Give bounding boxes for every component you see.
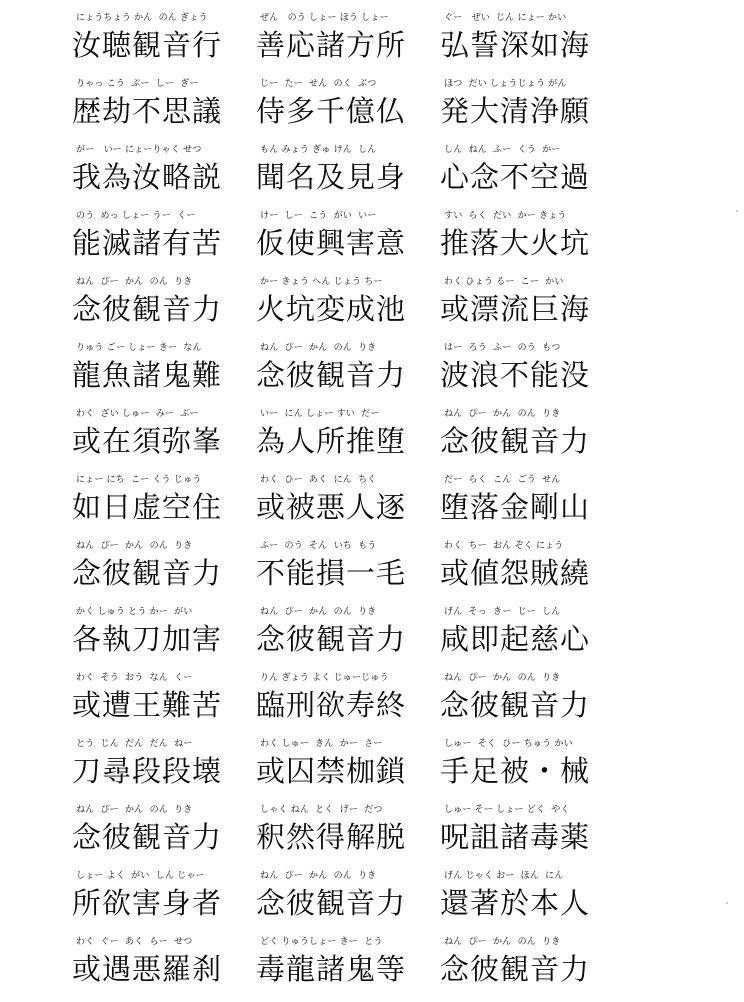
verse-text: 善応諸方所 — [256, 28, 407, 62]
furigana-reading: わく しゅー きん かー さー — [260, 739, 383, 749]
verse-phrase — [72, 144, 242, 210]
verse-phrase — [72, 540, 242, 606]
furigana-reading: ねん ぴー かん のん りき — [76, 541, 193, 551]
verse-text: 所欲害身者 — [72, 886, 223, 920]
verse-phrase — [72, 606, 242, 672]
verse-text: 心念不空過 — [440, 160, 591, 194]
verse-phrase — [256, 408, 426, 474]
verse-phrase — [256, 144, 426, 210]
verse-text: 龍魚諸鬼難 — [72, 358, 223, 392]
furigana-reading: しん ねん ふー くう かー — [444, 145, 561, 155]
verse-text: 念彼観音力 — [72, 556, 223, 590]
furigana-reading: しゅー そく ひー ちゅう かい — [444, 739, 573, 749]
furigana-reading: すい らく だい かー きょう — [444, 211, 567, 221]
verse-phrase — [440, 474, 610, 540]
verse-text: 我為汝略説 — [72, 160, 223, 194]
verse-phrase — [440, 672, 610, 738]
verse-text: 或遭王難苦 — [72, 688, 223, 722]
furigana-reading: ねん ぴー かん のん りき — [444, 673, 561, 683]
verse-text: 仮使興害意 — [256, 226, 407, 260]
verse-text: 能滅諸有苦 — [72, 226, 223, 260]
verse-text: 念彼観音力 — [440, 688, 591, 722]
verse-phrase — [72, 210, 242, 276]
verse-phrase — [256, 804, 426, 870]
furigana-reading: がー いー にょーりゃく せつ — [76, 145, 202, 155]
verse-row — [0, 936, 744, 1002]
verse-text: 或漂流巨海 — [440, 292, 591, 326]
furigana-reading: ぐー ぜい じん にょー かい — [444, 13, 567, 23]
verse-phrase — [256, 672, 426, 738]
furigana-reading: ねん ぴー かん のん りき — [444, 409, 561, 419]
furigana-reading: けー しー こう がい いー — [260, 211, 377, 221]
verse-text: 推落大火坑 — [440, 226, 591, 260]
verse-phrase — [72, 408, 242, 474]
verse-row — [0, 804, 744, 870]
verse-text: 念彼観音力 — [256, 358, 407, 392]
verse-text: 聞名及見身 — [256, 160, 407, 194]
verse-text: 念彼観音力 — [256, 622, 407, 656]
verse-text: 各執刀加害 — [72, 622, 223, 656]
verse-phrase — [256, 738, 426, 804]
verse-phrase — [440, 144, 610, 210]
furigana-reading: げん じゃく おー ほん にん — [444, 871, 564, 881]
furigana-reading: りん ぎょう よく じゅーじゅう — [260, 673, 389, 683]
scan-speck — [736, 210, 738, 212]
verse-text: 汝聴観音行 — [72, 28, 223, 62]
verse-text: 或囚禁枷鎖 — [256, 754, 407, 788]
furigana-reading: わく そう おう なん くー — [76, 673, 193, 683]
verse-row — [0, 276, 744, 342]
furigana-reading: りゅう ごー しょー きー なん — [76, 343, 202, 353]
verse-phrase — [440, 936, 610, 1002]
verse-phrase — [72, 276, 242, 342]
verse-phrase — [256, 276, 426, 342]
furigana-reading: かく しゅう とう かー がい — [76, 607, 193, 617]
furigana-reading: ねん ぴー かん のん りき — [76, 805, 193, 815]
verse-text: 念彼観音力 — [72, 292, 223, 326]
verse-phrase — [256, 606, 426, 672]
verse-phrase — [440, 78, 610, 144]
verse-phrase — [72, 342, 242, 408]
furigana-reading: にょー にち こー くう じゅう — [76, 475, 202, 485]
verse-text: 侍多千億仏 — [256, 94, 407, 128]
verse-phrase — [256, 540, 426, 606]
verse-text: 手足被・械 — [440, 754, 591, 788]
furigana-reading: じー たー せん のく ぶつ — [260, 79, 377, 89]
verse-row — [0, 738, 744, 804]
furigana-reading: にょうちょう かん のん ぎょう — [76, 13, 208, 23]
verse-phrase — [440, 276, 610, 342]
verse-row — [0, 606, 744, 672]
verse-phrase — [440, 408, 610, 474]
furigana-reading: ねん ぴー かん のん りき — [260, 607, 377, 617]
verse-phrase — [72, 870, 242, 936]
verse-row — [0, 672, 744, 738]
verse-phrase — [72, 474, 242, 540]
furigana-reading: どく りゅうしょー きー とう — [260, 937, 383, 947]
verse-phrase — [440, 12, 610, 78]
verse-text: 為人所推堕 — [256, 424, 407, 458]
verse-phrase — [440, 540, 610, 606]
furigana-reading: わく ぐー あく らー せつ — [76, 937, 193, 947]
furigana-reading: かー きょう へん じょう ちー — [260, 277, 383, 287]
verse-text: 釈然得解脱 — [256, 820, 407, 854]
furigana-reading: ねん ぴー かん のん りき — [260, 343, 377, 353]
furigana-reading: はー ろう ふー のう もつ — [444, 343, 561, 353]
furigana-reading: ねん ぴー かん のん りき — [76, 277, 193, 287]
verse-text: 弘誓深如海 — [440, 28, 591, 62]
verse-row — [0, 408, 744, 474]
furigana-reading: ぜん のう しょー ほう しょー — [260, 13, 389, 23]
verse-row — [0, 144, 744, 210]
verse-text: 発大清浄願 — [440, 94, 591, 128]
furigana-reading: とう じん だん だん ねー — [76, 739, 193, 749]
verse-phrase — [256, 474, 426, 540]
verse-phrase — [72, 78, 242, 144]
furigana-reading: わく ちー おん ぞく にょう — [444, 541, 564, 551]
verse-phrase — [72, 672, 242, 738]
verse-text: 臨刑欲寿終 — [256, 688, 407, 722]
furigana-reading: もん みょう ぎゅ けん しん — [260, 145, 377, 155]
verse-text: 念彼観音力 — [256, 886, 407, 920]
verse-text: 咸即起慈心 — [440, 622, 591, 656]
verse-phrase — [440, 804, 610, 870]
verse-phrase — [440, 342, 610, 408]
verse-text: 歴劫不思議 — [72, 94, 223, 128]
verse-row — [0, 342, 744, 408]
verse-phrase — [256, 12, 426, 78]
verse-text: 念彼観音力 — [72, 820, 223, 854]
verse-text: 念彼観音力 — [440, 952, 591, 986]
furigana-reading: ねん ぴー かん のん りき — [260, 871, 377, 881]
verse-row — [0, 210, 744, 276]
verse-text: 念彼観音力 — [440, 424, 591, 458]
verse-phrase — [72, 936, 242, 1002]
verse-row — [0, 870, 744, 936]
furigana-reading: げん そっ きー じー しん — [444, 607, 561, 617]
verse-phrase — [440, 210, 610, 276]
verse-text: 堕落金剛山 — [440, 490, 591, 524]
verse-phrase — [440, 870, 610, 936]
furigana-reading: のう めっ しょー うー くー — [76, 211, 196, 221]
verse-row — [0, 474, 744, 540]
verse-phrase — [72, 738, 242, 804]
verse-text: 還著於本人 — [440, 886, 591, 920]
furigana-reading: ほつ だい しょうじょう がん — [444, 79, 567, 89]
verse-text: 或被悪人逐 — [256, 490, 407, 524]
furigana-reading: ふー のう そん いち もう — [260, 541, 377, 551]
furigana-reading: いー にん しょー すい だー — [260, 409, 380, 419]
verse-text: 呪詛諸毒薬 — [440, 820, 591, 854]
verse-phrase — [440, 738, 610, 804]
furigana-reading: りゃっ こう ぷー しー ぎー — [76, 79, 199, 89]
verse-text: 毒龍諸鬼等 — [256, 952, 407, 986]
verse-text: 如日虚空住 — [72, 490, 223, 524]
furigana-reading: しょー よく がい しん じゃー — [76, 871, 205, 881]
verse-phrase — [72, 804, 242, 870]
verse-phrase — [256, 936, 426, 1002]
verse-text: 或値怨賊繞 — [440, 556, 591, 590]
furigana-reading: わく ひょう るー こー かい — [444, 277, 564, 287]
verse-text: 火坑変成池 — [256, 292, 407, 326]
verse-phrase — [72, 12, 242, 78]
verse-row — [0, 78, 744, 144]
furigana-reading: しゃく ねん とく げー だつ — [260, 805, 383, 815]
verse-text: 刀尋段段壊 — [72, 754, 223, 788]
verse-phrase — [256, 342, 426, 408]
furigana-reading: わく ざい しゅー みー ぶー — [76, 409, 199, 419]
verse-phrase — [440, 606, 610, 672]
verse-phrase — [256, 870, 426, 936]
verse-row — [0, 12, 744, 78]
furigana-reading: しゅー そー しょー どく やく — [444, 805, 570, 815]
scan-speck — [726, 902, 728, 904]
verse-text: 或遇悪羅刹 — [72, 952, 223, 986]
furigana-reading: わく ひー あく にん ちく — [260, 475, 377, 485]
furigana-reading: だー らく こん ごう せん — [444, 475, 561, 485]
verse-phrase — [256, 78, 426, 144]
verse-text: 不能損一毛 — [256, 556, 407, 590]
verse-text: 或在須弥峯 — [72, 424, 223, 458]
verse-phrase — [256, 210, 426, 276]
verse-text: 波浪不能没 — [440, 358, 591, 392]
verse-row — [0, 540, 744, 606]
furigana-reading: ねん ぴー かん のん りき — [444, 937, 561, 947]
